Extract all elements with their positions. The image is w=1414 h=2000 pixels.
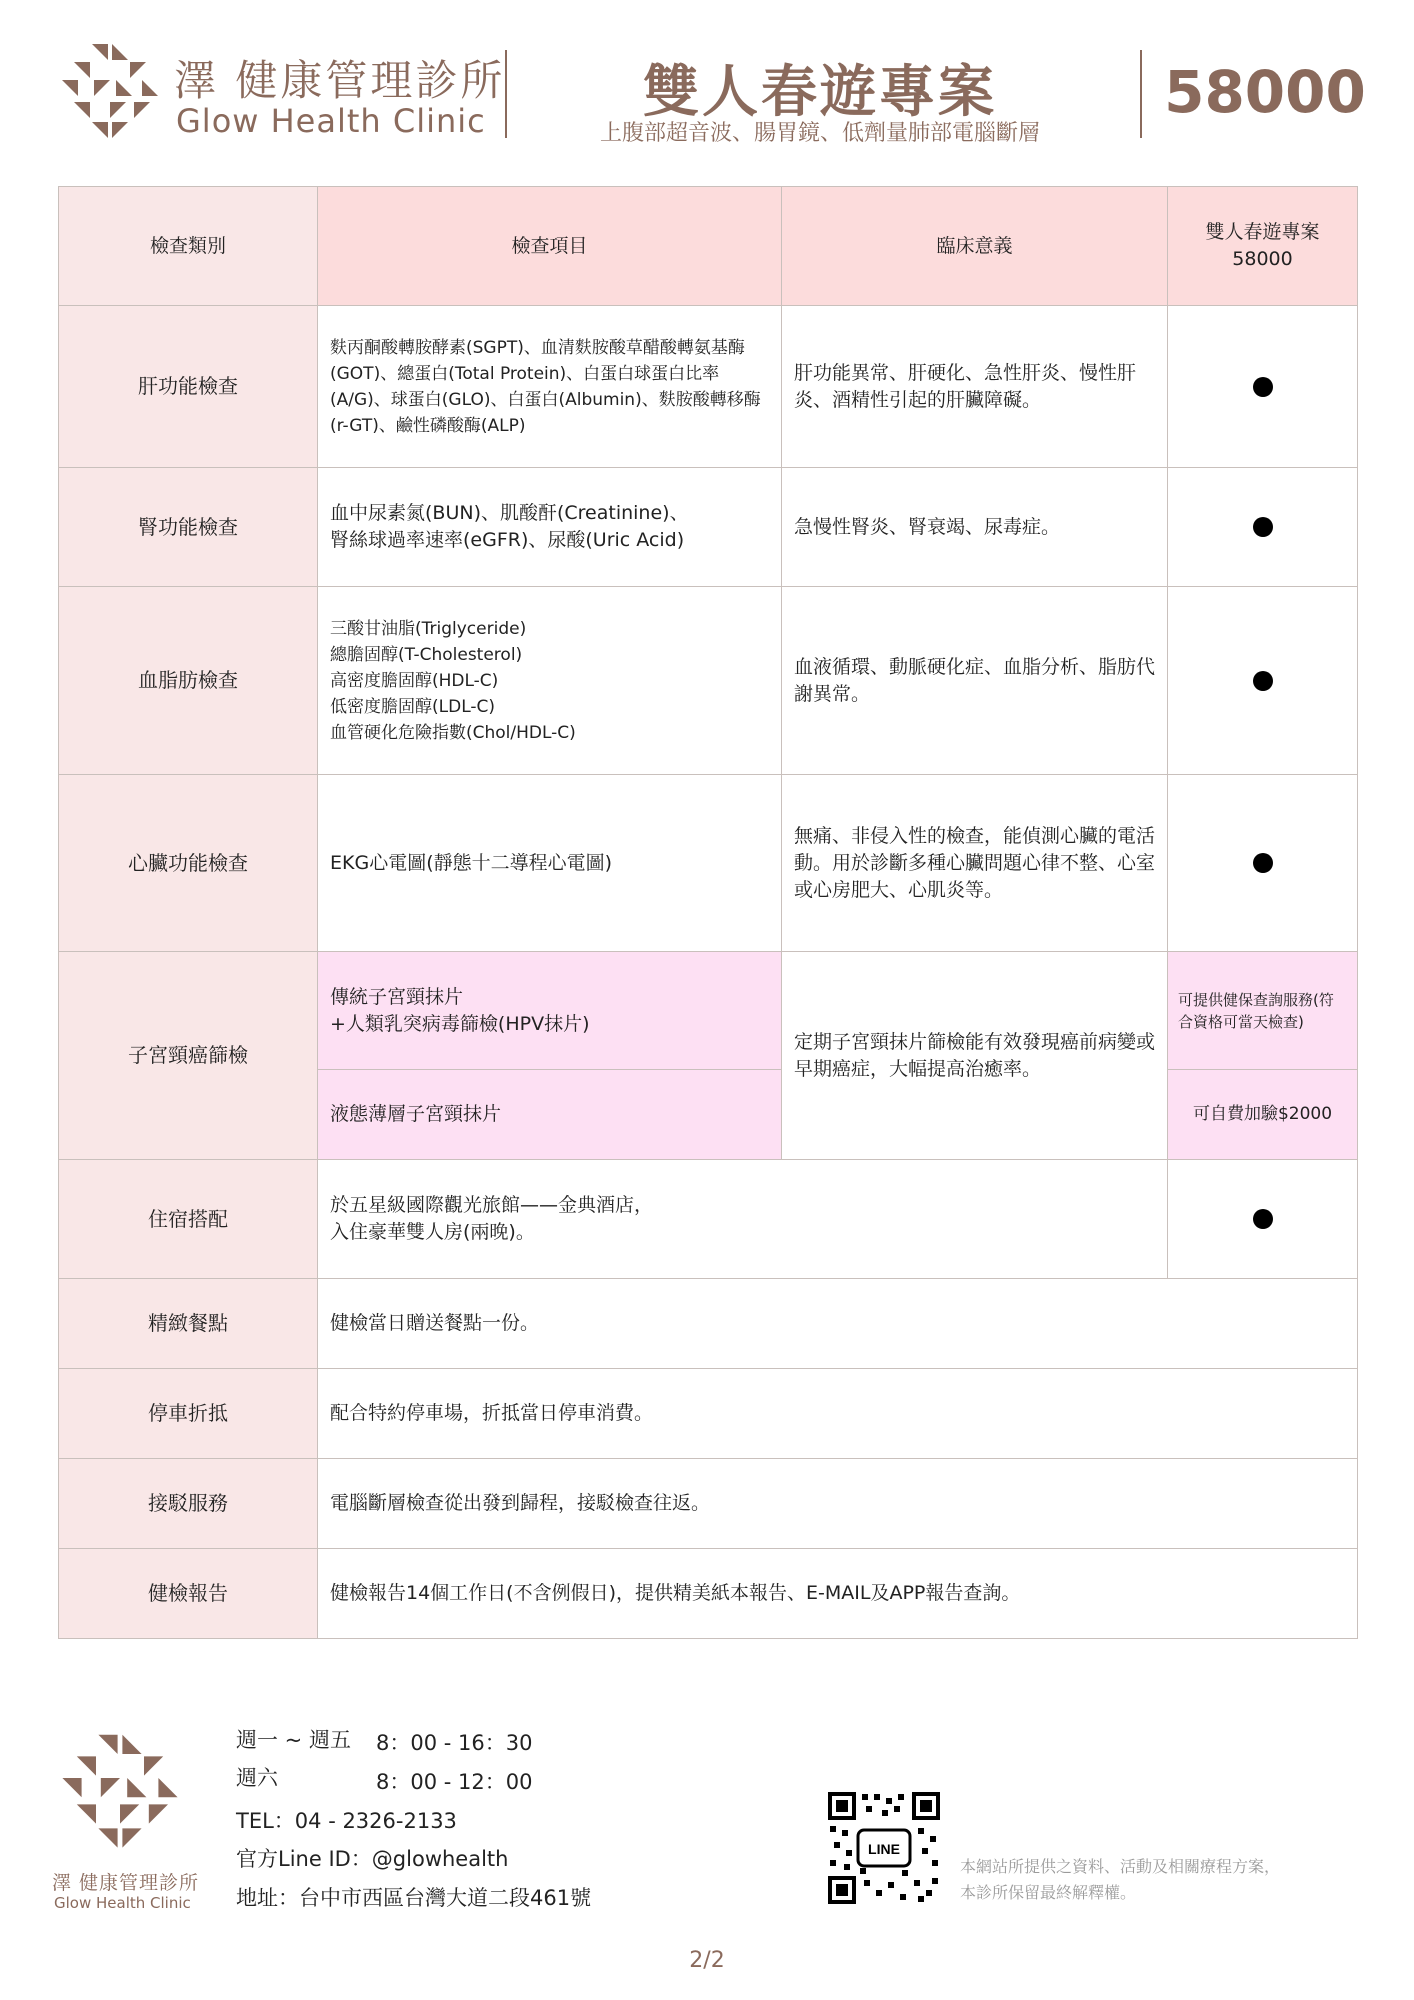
table-row-items — [317, 1069, 782, 1160]
table-row-meaning — [781, 774, 1168, 952]
table-row-items — [317, 586, 782, 775]
hours-time: 8：00 - 16：30 — [376, 1731, 533, 1755]
items-text: EKG心電圖(靜態十二導程心電圖) — [330, 851, 613, 874]
contact-line-id: 官方Line ID：@glowhealth — [236, 1847, 509, 1871]
brand-name-zh: 澤 健康管理診所 — [174, 56, 506, 105]
meaning-text: 無痛、非侵入性的檢查，能偵測心臟的電活動。用於診斷多種心臟問題心律不整、心室或心房肥大、心肌炎等。 — [794, 824, 1156, 901]
disclaimer-line: 本診所保留最終解釋權。 — [960, 1883, 1137, 1902]
header-divider — [1140, 50, 1142, 138]
table-row-items — [317, 305, 782, 468]
items-text: 健檢當日贈送餐點一份。 — [330, 1312, 540, 1334]
category-label: 接駁服務 — [148, 1491, 228, 1515]
category-label: 心臟功能檢查 — [128, 850, 248, 875]
items-text: 三酸甘油脂(Triglyceride) 總膽固醇(T-Cholesterol) 高密度膽固醇(HDL-C) 低密度膽固醇(LDL-C) 血管硬化危險指數(Chol/HDL-C) — [330, 618, 576, 743]
table-row-note — [1167, 951, 1358, 1070]
table-row-category — [58, 1159, 318, 1279]
items-text: 於五星級國際觀光旅館——金典酒店， 入住豪華雙人房(兩晚)。 — [330, 1194, 654, 1243]
col-header-price: 58000 — [1232, 248, 1293, 270]
table-row-items — [317, 774, 782, 952]
table-row-category — [58, 467, 318, 587]
table-row-included — [1167, 586, 1358, 775]
table-row-category — [58, 951, 318, 1160]
contact-tel: TEL：04 - 2326-2133 — [236, 1809, 457, 1833]
col-header-category — [58, 186, 318, 306]
table-row-items — [317, 1368, 1358, 1459]
table-row-category — [58, 774, 318, 952]
table-row-meaning — [781, 586, 1168, 775]
table-row-category — [58, 1278, 318, 1369]
category-label: 肝功能檢查 — [138, 374, 238, 398]
table-row-meaning — [781, 305, 1168, 468]
line-qr-code-icon[interactable] — [826, 1790, 942, 1906]
col-header-label: 檢查項目 — [511, 234, 588, 257]
included-dot-icon — [1253, 377, 1273, 397]
items-text: 配合特約停車場，折抵當日停車消費。 — [330, 1402, 654, 1424]
table-row-meaning — [781, 951, 1168, 1160]
table-row-items — [317, 467, 782, 587]
disclaimer-line: 本網站所提供之資料、活動及相關療程方案， — [960, 1857, 1281, 1876]
category-label: 子宮頸癌篩檢 — [128, 1043, 248, 1067]
table-row-meaning — [781, 467, 1168, 587]
category-label: 住宿搭配 — [148, 1206, 228, 1231]
table-row-category — [58, 1458, 318, 1549]
note-text: 可自費加驗$2000 — [1192, 1104, 1333, 1124]
plan-price: 58000 — [1164, 58, 1366, 126]
contact-address: 地址：台中市西區台灣大道二段461號 — [236, 1886, 592, 1910]
col-header-meaning — [781, 186, 1168, 306]
meaning-text: 肝功能異常、肝硬化、急性肝炎、慢性肝炎、酒精性引起的肝臟障礙。 — [794, 361, 1137, 411]
items-text: 健檢報告14個工作日(不含例假日)，提供精美紙本報告、E-MAIL及APP報告查詢。 — [330, 1582, 1021, 1604]
table-row-included — [1167, 305, 1358, 468]
meaning-text: 定期子宮頸抹片篩檢能有效發現癌前病變或早期癌症，大幅提高治癒率。 — [794, 1030, 1156, 1080]
category-label: 腎功能檢查 — [138, 514, 238, 539]
items-text: 血中尿素氮(BUN)、肌酸酐(Creatinine)、 腎絲球過率速率(eGFR)、尿酸(Uric Acid) — [330, 502, 689, 551]
disclaimer — [960, 1854, 1280, 1906]
items-text: 麩丙酮酸轉胺酵素(SGPT)、血清麩胺酸草醋酸轉氨基酶(GOT)、總蛋白(Total Protein)、白蛋白球蛋白比率(A/G)、球蛋白(GLO)、白蛋白(Albumin)、麩胺酸轉移酶(r-GT)、鹼性磷酸酶(ALP) — [330, 337, 761, 436]
items-text: 傳統子宮頸抹片 +人類乳突病毒篩檢(HPV抹片) — [330, 985, 590, 1035]
qr-line-label: LINE — [868, 1841, 900, 1857]
included-dot-icon — [1253, 671, 1273, 691]
clinic-logo-icon — [60, 40, 160, 140]
category-label: 精緻餐點 — [148, 1311, 228, 1335]
page-number: 2/2 — [689, 1948, 725, 1973]
table-row-items — [317, 1159, 1168, 1279]
meaning-text: 血液循環、動脈硬化症、血脂分析、脂肪代謝異常。 — [794, 655, 1156, 705]
plan-title: 雙人春遊專案 — [643, 60, 997, 125]
footer-brand-en: Glow Health Clinic — [54, 1894, 191, 1912]
table-row-category — [58, 1368, 318, 1459]
brand-name-en: Glow Health Clinic — [176, 102, 486, 140]
hours-days: 週六 — [236, 1766, 278, 1790]
items-text: 電腦斷層檢查從出發到歸程，接駁檢查往返。 — [330, 1492, 711, 1514]
plan-subtitle: 上腹部超音波、腸胃鏡、低劑量肺部電腦斷層 — [599, 121, 1040, 146]
included-dot-icon — [1253, 517, 1273, 537]
header-divider — [505, 50, 507, 138]
category-label: 健檢報告 — [148, 1581, 228, 1605]
table-row-included — [1167, 1159, 1358, 1279]
included-dot-icon — [1253, 853, 1273, 873]
table-row-items — [317, 951, 782, 1070]
table-row-category — [58, 1548, 318, 1639]
table-row-note — [1167, 1069, 1358, 1160]
table-row-items — [317, 1278, 1358, 1369]
table-row-category — [58, 305, 318, 468]
category-label: 停車折抵 — [148, 1401, 228, 1425]
col-header-items — [317, 186, 782, 306]
table-row-included — [1167, 467, 1358, 587]
table-row-items — [317, 1548, 1358, 1639]
table-row-included — [1167, 774, 1358, 952]
table-row-items — [317, 1458, 1358, 1549]
table-row-category — [58, 586, 318, 775]
col-header-label: 臨床意義 — [936, 234, 1013, 257]
col-header-label: 雙人春遊專案 — [1205, 221, 1320, 243]
clinic-logo-icon — [60, 1730, 180, 1850]
category-label: 血脂肪檢查 — [138, 668, 238, 692]
footer-brand-zh: 澤 健康管理診所 — [52, 1872, 200, 1894]
note-text: 可提供健保查詢服務(符合資格可當天檢查) — [1178, 990, 1334, 1031]
hours-days: 週一 ~ 週五 — [236, 1728, 351, 1752]
meaning-text: 急慢性腎炎、腎衰竭、尿毒症。 — [794, 515, 1061, 538]
checkup-table — [58, 186, 1358, 1632]
items-text: 液態薄層子宮頸抹片 — [330, 1103, 502, 1125]
included-dot-icon — [1253, 1209, 1273, 1229]
col-header-label: 檢查類別 — [149, 234, 226, 257]
col-header-plan — [1167, 186, 1358, 306]
hours-time: 8：00 - 12：00 — [376, 1770, 533, 1794]
